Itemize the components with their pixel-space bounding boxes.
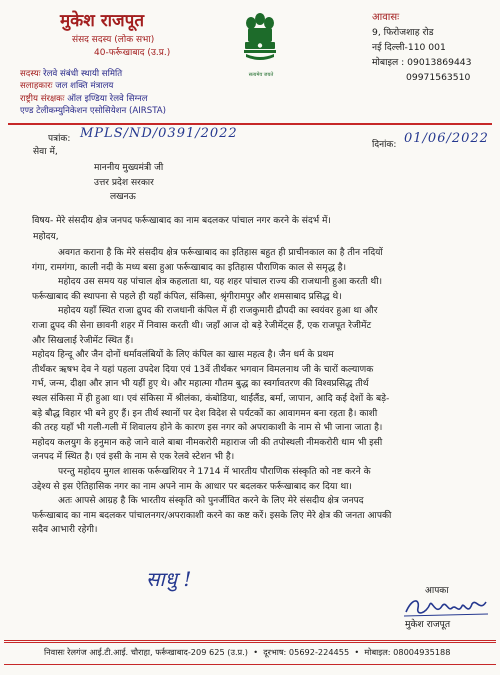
address-line: नई दिल्ली-110 001 [372, 42, 446, 53]
footer-divider [4, 642, 496, 643]
recipient-line: लखनऊ [110, 192, 136, 202]
body-line: और सिखलाई रेजीमेंट स्थित हैं। [32, 335, 134, 346]
recipient-block [94, 161, 163, 205]
address-title: आवासः [372, 12, 400, 23]
footer-phone: दूरभाष: 05692-224455 [263, 647, 350, 657]
body-line: स्थल संकिसा में ही हुआ था। एवं संकिसा में श्रीलंका, कंबोडिया, थाईलैंड, बर्मा, जापान, आदि कई देशों के बड़े- [32, 393, 390, 404]
body-line: सदैव आभारी रहेगी। [32, 525, 98, 536]
salutation-to: सेवा में, [33, 147, 58, 157]
header-divider [8, 123, 492, 125]
body-line: तीर्थंकर ऋषभ देव ने यहां पहला उपदेश दिया एवं 13वें तीर्थंकर भगवान विमलनाथ जी के चारों कल्याणक [32, 364, 374, 375]
recipient-line: उत्तर प्रदेश सरकार [94, 177, 154, 188]
date-value: 01/06/2022 [404, 131, 489, 146]
footer-mobile: मोबाइल: 08004935188 [364, 647, 451, 657]
body-line: महोदय कलयुग के हनुमान कहे जाने वाले बाबा नीमकरोरी महाराज जी की तपोस्थली नीमकरोरी धाम भी इसी [32, 437, 383, 448]
body-line: अतः आपसे आग्रह है कि भारतीय संस्कृति को पुनर्जीवित करने के लिए मेरे संसदीय क्षेत्र जनपद [58, 496, 364, 507]
footer-residence: निवासः रेलगंज आई.टी.आई. चौराहा, फर्रूखाबाद-209 625 (उ.प्र.) [44, 647, 248, 657]
address-line: 9, फिरोजशाह रोड [372, 27, 434, 38]
body-line: अवगत कराना है कि मेरे संसदीय क्षेत्र फर्रूखाबाद का इतिहास बहुत ही प्राचीनकाल का है तीन नदियों [58, 248, 383, 258]
body-line: महोदय यहाँ स्थित राजा द्रुपद की राजधानी कंपिल में ही राजकुमारी द्रौपदी का स्वयंवर हुआ था और [58, 306, 378, 317]
body-line: बड़े बौद्ध विहार भी बने हुए हैं। इन तीर्थ स्थानों पर देश विदेश से पर्यटकों का आवागमन बना रहता है। काशी [32, 408, 378, 419]
greeting: महोदय, [33, 232, 59, 242]
recipient-line: माननीय मुख्यमंत्री जी [94, 163, 164, 173]
emblem-motto: सत्यमेव जयते [248, 72, 274, 78]
sender-designation: संसद सदस्य (लोक सभा) [72, 35, 155, 45]
ref-label: पत्रांक: [48, 134, 71, 144]
subject-line: विषय- मेरे संसदीय क्षेत्र जनपद फर्रूखाबाद का नाम बदलकर पांचाल नगर करने के संदर्भ में। [32, 216, 331, 226]
body-line: गर्भ, जन्म, दीक्षा और ज्ञान भी यहीं हुए थे। और महात्मा गौतम बुद्ध का स्वर्गावतरण की विश्वप्रसिद्ध तीर्थ [32, 379, 369, 390]
footer-divider [4, 640, 496, 641]
body-line: की तरह यहाँ भी गली-गली में शिवालय होने के कारण इस नगर को अपराकाशी के नाम से भी जाना जाता है। [32, 423, 383, 434]
body-line: गंगा, रामगंगा, काली नदी के मध्य बसा हुआ फर्रूखाबाद का इतिहास पौराणिक काल से समृद्ध है। [32, 262, 347, 273]
sender-constituency: 40-फर्रूखाबाद (उ.प्र.) [94, 48, 171, 58]
handwritten-note: साधु ! [146, 567, 192, 591]
role-line: राष्ट्रीय संरक्षकः ऑल इण्डिया रेलवे सिग्नल [20, 93, 148, 104]
letter-body [32, 246, 391, 538]
footer-divider [4, 664, 496, 665]
sender-address [372, 10, 471, 85]
national-emblem-icon [240, 10, 280, 70]
date-label: दिनांक: [372, 140, 397, 150]
role-line: सदस्यः रेलवे संबंधी स्थायी समिति [20, 69, 123, 79]
body-line: फर्रूखाबाद का नाम बदलकर पांचालनगर/अपराकाशी करने का कष्ट करें। इसके लिए मेरे क्षेत्र की जनता आपकी [32, 510, 392, 521]
role-line: सलाहकारः जल शक्ति मंत्रालय [20, 81, 114, 92]
body-line: जनपद में स्थित है। एवं इसी के नाम से एक रेलवे स्टेशन भी है। [32, 452, 235, 463]
sender-roles [20, 68, 166, 117]
body-line: महोदय उस समय यह पांचाल क्षेत्र कहलाता था, यह शहर पांचाल राज्य की राजधानी हुआ करती थी। [58, 277, 383, 288]
footer-contact: निवासः रेलगंज आई.टी.आई. चौराहा, फर्रूखाबाद-209 625 (उ.प्र.) • दूरभाष: 05692-224455 • मोबाइल: 08004935188 [44, 647, 451, 657]
ref-number: MPLS/ND/0391/2022 [80, 126, 238, 141]
closing: आपका [425, 586, 449, 596]
sender-name: मुकेश राजपूत [60, 11, 145, 31]
body-line: महोदय हिन्दू और जैन दोनों धर्मावलंबियों के लिए कंपिल का खास महत्व है। जैन धर्म के प्रथम [32, 350, 334, 361]
mobile-number-2: 09971563510 [406, 72, 471, 83]
signature-name: मुकेश राजपूत [405, 619, 451, 630]
mobile-number: मोबाइल : 09013869443 [372, 57, 472, 68]
body-line: उद्देश्य से इस ऐतिहासिक नगर का नाम अपने नाम के आधार पर बदलकर फर्रूखाबाद कर दिया था। [32, 481, 352, 492]
body-line: राजा द्रुपद की सेना छावनी शहर में निवास करती थी। जहाँ आज दो बड़े रेजीमेंट्स हैं, एक राजपूत रेजीमेंट [32, 320, 372, 331]
role-line: एण्ड टेलीकम्युनिकेशन एसोसियेशन (AIRSTA) [20, 105, 167, 116]
body-line: परन्तु महोदय मुगल शासक फर्रूखशियर ने 1714 में भारतीय पौराणिक संस्कृति को नष्ट करने के [58, 466, 371, 477]
body-line: फर्रूखाबाद की स्थापना से पहले ही यहाँ कंपिल, संकिसा, श्रृंगीरामपुर और शमसाबाद प्रसिद्ध थे। [32, 291, 342, 302]
